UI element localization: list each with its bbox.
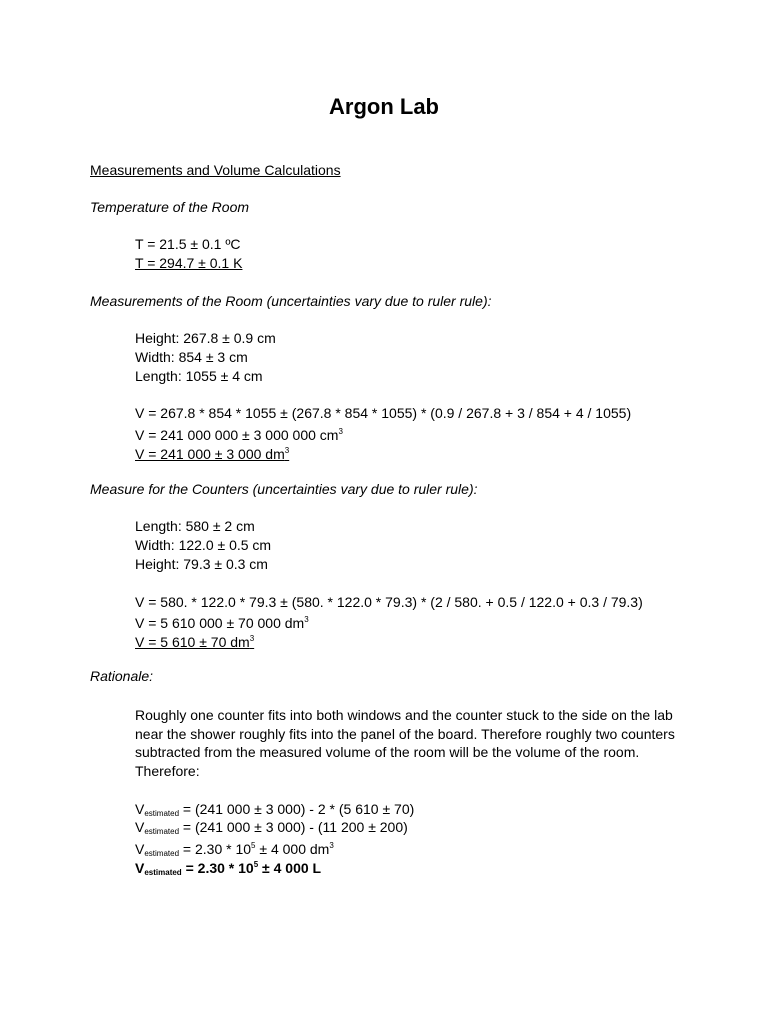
room-volume-cm-text: V = 241 000 000 ± 3 000 000 cm — [135, 427, 339, 443]
counters-volume-dm-final-exponent: 3 — [249, 634, 255, 643]
room-width: Width: 854 ± 3 cm — [135, 349, 248, 365]
counters-length: Length: 580 ± 2 cm — [135, 518, 255, 534]
room-volume-cm-exponent: 3 — [338, 427, 343, 436]
estimate-v-symbol: V — [135, 860, 145, 876]
counters-volume-dm-exponent: 3 — [304, 615, 309, 624]
estimate-subscript: estimated — [144, 809, 180, 818]
estimate-equation-final-exponent: 5 — [253, 860, 259, 869]
estimate-equation-final-text-b: ± 4 000 L — [258, 860, 322, 876]
counters-volume-dm-final — [135, 630, 254, 651]
estimate-equation-3-exponent: 5 — [251, 841, 256, 850]
estimate-v-symbol: V — [135, 801, 145, 817]
room-volume-formula: V = 267.8 * 854 * 1055 ± (267.8 * 854 * 1055) * (0.9 / 267.8 + 3 / 854 + 4 / 1055) — [135, 405, 632, 421]
counters-volume-dm — [135, 611, 309, 632]
counters-volume-formula: V = 580. * 122.0 * 79.3 ± (580. * 122.0 * 79.3) * (2 / 580. + 0.5 / 122.0 + 0.3 / 79.3) — [135, 594, 643, 610]
room-volume-dm-exponent: 3 — [284, 446, 290, 455]
room-volume-dm-text: V = 241 000 ± 3 000 dm — [135, 446, 285, 462]
estimate-equation-3-unit-exponent: 3 — [329, 841, 334, 850]
estimate-subscript: estimated — [144, 849, 180, 858]
section-heading: Measurements and Volume Calculations — [90, 162, 341, 178]
estimate-equation-1-text: = (241 000 ± 3 000) - 2 * (5 610 ± 70) — [179, 801, 415, 817]
estimate-equation-final-text-a: = 2.30 * 10 — [181, 860, 254, 876]
estimate-v-symbol: V — [135, 819, 145, 835]
temperature-kelvin: T = 294.7 ± 0.1 K — [135, 255, 243, 271]
counters-width: Width: 122.0 ± 0.5 cm — [135, 537, 272, 553]
counters-height: Height: 79.3 ± 0.3 cm — [135, 556, 268, 572]
room-heading: Measurements of the Room (uncertainties vary due to ruler rule): — [90, 293, 492, 309]
estimate-subscript: estimated — [144, 868, 182, 877]
room-height: Height: 267.8 ± 0.9 cm — [135, 330, 276, 346]
estimate-equation-3-text-a: = 2.30 * 10 — [179, 841, 252, 857]
room-volume-dm — [135, 442, 289, 463]
estimate-equation-2-text: = (241 000 ± 3 000) - (11 200 ± 200) — [179, 819, 408, 835]
page-title: Argon Lab — [329, 94, 439, 119]
rationale-paragraph: Roughly one counter fits into both windows and the counter stuck to the side on the lab near the shower roughly fits into the panel of the board. Therefore roughly two counters subtracted from the measured volume of the room will be the volume of the room. Therefore: — [135, 707, 675, 780]
room-length: Length: 1055 ± 4 cm — [135, 368, 263, 384]
counters-volume-dm-text: V = 5 610 000 ± 70 000 dm — [135, 615, 305, 631]
room-volume-cm — [135, 423, 343, 444]
counters-volume-dm-final-text: V = 5 610 ± 70 dm — [135, 634, 250, 650]
estimate-subscript: estimated — [144, 827, 180, 836]
temperature-heading: Temperature of the Room — [90, 199, 250, 215]
estimate-equation-final — [135, 856, 321, 882]
estimate-equation-3-text-b: ± 4 000 dm — [255, 841, 330, 857]
temperature-celsius: T = 21.5 ± 0.1 ºC — [135, 236, 241, 252]
counters-heading: Measure for the Counters (uncertainties vary due to ruler rule): — [90, 481, 478, 497]
rationale-heading: Rationale: — [90, 668, 154, 684]
estimate-v-symbol: V — [135, 841, 145, 857]
